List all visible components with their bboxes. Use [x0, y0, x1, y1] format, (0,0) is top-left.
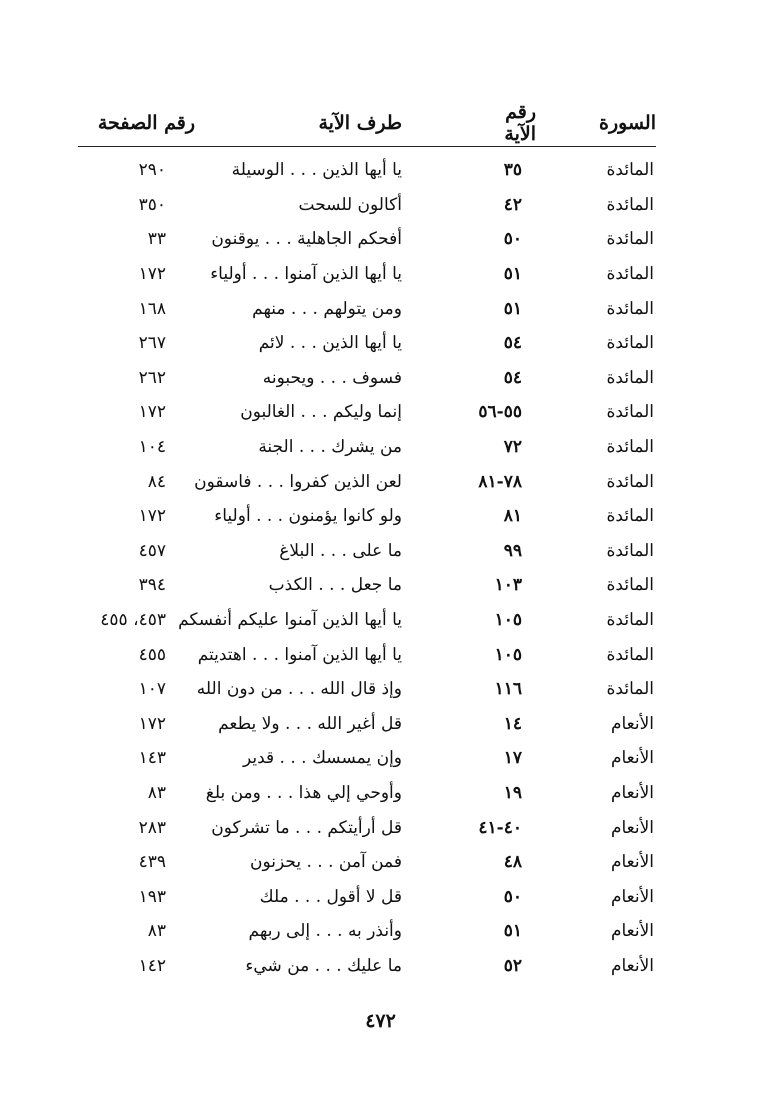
- index-page: [78, 100, 656, 983]
- surah-cell: المائدة: [606, 679, 654, 700]
- page-number-cell: ١٦٨: [138, 298, 166, 319]
- table-row: [78, 326, 656, 361]
- header-page-number: رقم الصفحة: [78, 100, 198, 147]
- surah-cell: المائدة: [606, 506, 654, 527]
- verse-text-cell: إنما وليكم . . . الغالبون: [240, 402, 402, 423]
- verse-text-cell: وأوحي إلي هذا . . . ومن بلغ: [205, 782, 402, 803]
- table-row: [78, 499, 656, 534]
- page-number-cell: ١٧٢: [138, 713, 166, 734]
- verse-text-cell: قل أغير الله . . . ولا يطعم: [218, 713, 402, 734]
- ayah-number-cell: ٥٢: [503, 955, 522, 976]
- table-row: [78, 361, 656, 396]
- ayah-number-cell: ٤٨: [503, 852, 522, 873]
- ayah-number-cell: ٥٠: [503, 229, 522, 250]
- page-number-cell: ٣٥٠: [138, 194, 166, 215]
- ayah-number-cell: ٣٥: [503, 160, 522, 181]
- verse-text-cell: أفحكم الجاهلية . . . يوقنون: [211, 229, 402, 250]
- page-number-cell: ١٤٣: [138, 748, 166, 769]
- verse-text-cell: يا أيها الذين آمنوا . . . أولياء: [210, 264, 402, 285]
- page-number-cell: ٨٣: [147, 921, 166, 942]
- ayah-number-cell: ١١٦: [494, 679, 522, 700]
- ayah-number-cell: ٥١: [503, 921, 522, 942]
- table-row: [78, 776, 656, 811]
- ayah-number-cell: ٥٤: [503, 333, 522, 354]
- verse-text-cell: وأنذر به . . . إلى ربهم: [248, 921, 402, 942]
- table-row: [78, 395, 656, 430]
- surah-cell: الأنعام: [610, 921, 654, 942]
- table-row: [78, 672, 656, 707]
- page-number-cell: ٨٤: [147, 471, 166, 492]
- ayah-number-cell: ٥١: [503, 264, 522, 285]
- table-row: [78, 879, 656, 914]
- header-surah: السورة: [556, 100, 656, 147]
- ayah-number-cell: ١٠٥: [494, 610, 522, 631]
- page-number-cell: ٤٥٧: [138, 540, 166, 561]
- surah-cell: المائدة: [606, 437, 654, 458]
- ayah-number-cell: ٥٥-٥٦: [478, 402, 522, 423]
- page-number-cell: ٢٦٧: [138, 333, 166, 354]
- page-number-cell: ١٧٢: [138, 264, 166, 285]
- verse-text-cell: يا أيها الذين آمنوا . . . اهتديتم: [197, 644, 402, 665]
- surah-cell: المائدة: [606, 575, 654, 596]
- page-number-cell: ١٧٢: [138, 506, 166, 527]
- table-row: [78, 741, 656, 776]
- table-row: [78, 810, 656, 845]
- ayah-number-cell: ٧٨-٨١: [478, 471, 522, 492]
- verse-text-cell: لعن الذين كفروا . . . فاسقون: [194, 471, 402, 492]
- page-number-cell: ٤٥٥: [138, 644, 166, 665]
- verse-text-cell: يا أيها الذين . . . الوسيلة: [231, 160, 402, 181]
- ayah-number-cell: ١٠٣: [494, 575, 522, 596]
- surah-cell: المائدة: [606, 298, 654, 319]
- ayah-number-cell: ٤٢: [503, 194, 522, 215]
- verse-text-cell: ما جعل . . . الكذب: [268, 575, 402, 596]
- verse-text-cell: ما عليك . . . من شيء: [245, 955, 402, 976]
- ayah-number-cell: ٤٠-٤١: [478, 817, 522, 838]
- surah-cell: المائدة: [606, 540, 654, 561]
- table-row: [78, 464, 656, 499]
- surah-cell: الأنعام: [610, 955, 654, 976]
- ayah-number-cell: ٥١: [503, 298, 522, 319]
- page-number-cell: ٢٨٣: [138, 817, 166, 838]
- ayah-number-cell: ٩٩: [503, 540, 522, 561]
- verse-index-table: [78, 100, 656, 983]
- table-row: [78, 914, 656, 949]
- verse-text-cell: من يشرك . . . الجنة: [258, 437, 402, 458]
- page-number-cell: ٢٦٢: [138, 367, 166, 388]
- ayah-number-cell: ١٩: [503, 782, 522, 803]
- ayah-number-cell: ١٠٥: [494, 644, 522, 665]
- table-row: [78, 568, 656, 603]
- surah-cell: المائدة: [606, 471, 654, 492]
- table-row: [78, 707, 656, 742]
- ayah-number-cell: ١٤: [503, 713, 522, 734]
- verse-text-cell: وإن يمسسك . . . قدير: [242, 748, 402, 769]
- table-row: [78, 430, 656, 465]
- page-number: ٤٧٢: [365, 1010, 396, 1032]
- verse-text-cell: يا أيها الذين آمنوا عليكم أنفسكم: [178, 610, 402, 631]
- surah-cell: المائدة: [606, 333, 654, 354]
- header-verse-text: طرف الآية: [198, 100, 468, 147]
- surah-cell: الأنعام: [610, 782, 654, 803]
- ayah-number-cell: ١٧: [503, 748, 522, 769]
- page-number-cell: ١٩٣: [138, 886, 166, 907]
- verse-text-cell: ومن يتولهم . . . منهم: [252, 298, 402, 319]
- surah-cell: المائدة: [606, 402, 654, 423]
- surah-cell: المائدة: [606, 610, 654, 631]
- surah-cell: المائدة: [606, 644, 654, 665]
- table-row: [78, 949, 656, 984]
- table-row: [78, 153, 656, 188]
- table-row: [78, 845, 656, 880]
- page-number-cell: ٤٥٣، ٤٥٥: [100, 610, 166, 631]
- table-row: [78, 291, 656, 326]
- ayah-number-cell: ٥٠: [503, 886, 522, 907]
- page-number-cell: ١٠٤: [138, 437, 166, 458]
- page-number-cell: ٢٩٠: [138, 160, 166, 181]
- page-number-cell: ١٤٢: [138, 955, 166, 976]
- verse-text-cell: قل لا أقول . . . ملك: [259, 886, 402, 907]
- table-body: [78, 147, 656, 984]
- table-row: [78, 534, 656, 569]
- ayah-number-cell: ٧٢: [503, 437, 522, 458]
- verse-text-cell: أكالون للسحت: [298, 194, 402, 215]
- table-row: [78, 222, 656, 257]
- verse-text-cell: ما على . . . البلاغ: [279, 540, 402, 561]
- header-ayah-number: رقم الآية: [468, 100, 556, 147]
- verse-text-cell: فمن آمن . . . يحزنون: [250, 852, 402, 873]
- surah-cell: الأنعام: [610, 886, 654, 907]
- page-number-cell: ٨٣: [147, 782, 166, 803]
- surah-cell: المائدة: [606, 264, 654, 285]
- page-number-cell: ١٧٢: [138, 402, 166, 423]
- table-row: [78, 257, 656, 292]
- page-number-cell: ٣٣: [147, 229, 166, 250]
- verse-text-cell: وإذ قال الله . . . من دون الله: [196, 679, 402, 700]
- table-header-row: [78, 100, 656, 147]
- surah-cell: المائدة: [606, 194, 654, 215]
- surah-cell: المائدة: [606, 229, 654, 250]
- ayah-number-cell: ٥٤: [503, 367, 522, 388]
- table-row: [78, 637, 656, 672]
- surah-cell: المائدة: [606, 367, 654, 388]
- ayah-number-cell: ٨١: [503, 506, 522, 527]
- page-number-cell: ١٠٧: [138, 679, 166, 700]
- table-row: [78, 188, 656, 223]
- surah-cell: الأنعام: [610, 852, 654, 873]
- surah-cell: الأنعام: [610, 817, 654, 838]
- verse-text-cell: قل أرأيتكم . . . ما تشركون: [211, 817, 402, 838]
- verse-text-cell: فسوف . . . ويحبونه: [262, 367, 402, 388]
- verse-text-cell: يا أيها الذين . . . لائم: [258, 333, 402, 354]
- page-number-cell: ٤٣٩: [138, 852, 166, 873]
- verse-text-cell: ولو كانوا يؤمنون . . . أولياء: [214, 506, 402, 527]
- table-row: [78, 603, 656, 638]
- surah-cell: الأنعام: [610, 713, 654, 734]
- page-number-cell: ٣٩٤: [138, 575, 166, 596]
- surah-cell: المائدة: [606, 160, 654, 181]
- surah-cell: الأنعام: [610, 748, 654, 769]
